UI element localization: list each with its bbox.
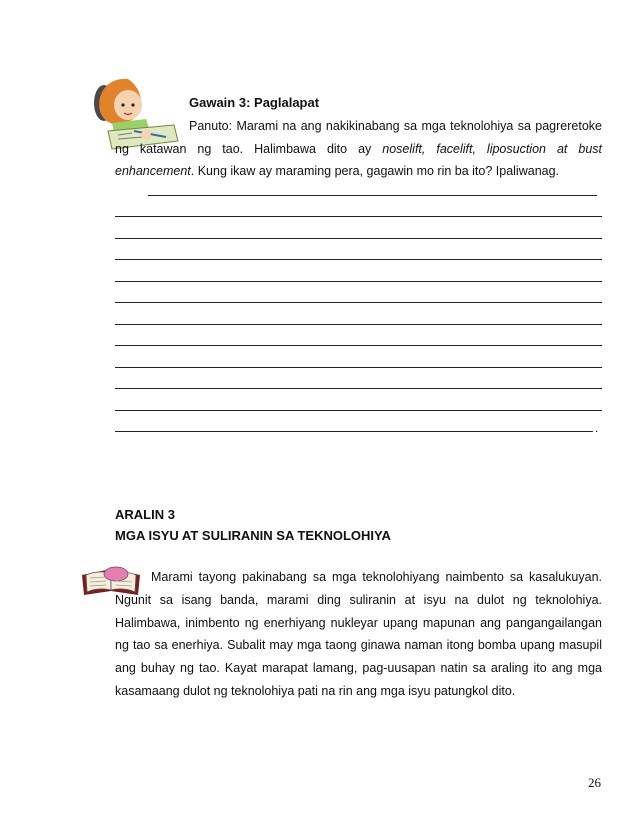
answer-line[interactable] [115,216,602,217]
lesson-introduction [115,566,602,703]
answer-line[interactable] [115,345,602,346]
instruction-question: . Kung ikaw ay maraming pera, gagawin mo rin ba ito? Ipaliwanag. [190,164,560,178]
answer-line[interactable] [115,259,602,260]
page-number: 26 [588,775,601,790]
answer-line[interactable] [115,367,602,368]
answer-line[interactable] [115,302,602,303]
answer-line[interactable] [115,324,602,325]
instruction-text: Panuto: Marami na ang nakikinabang sa mga teknolohiya sa pagreretoke ng katawan ng tao. Halimbawa dito ay [115,119,602,156]
answer-line[interactable] [148,195,597,196]
activity-title: Gawain 3: Paglalapat [189,95,320,110]
activity-instruction [115,115,602,183]
answer-line[interactable] [115,388,602,389]
lesson-body-text: Marami tayong pakinabang sa mga teknolohiyang naimbento sa kasalukuyan. Ngunit sa isang banda, marami ding suliranin at isyu na dulot ng teknolohiya. Halimbawa, inimbento ng enerhiyang nukleyar upang mapunan ang pangangailangan ng tao sa enerhiya. Subalit may mga taong ginawa naman itong bomba upang masupil ang buhay ng tao. Kayat marapat lamang, pag-uusapan natin sa araling ito ang mga kasamaang dulot ng teknolohiya pati na rin ang mga isyu patungkol dito. [115,570,602,698]
answer-line[interactable] [115,410,602,411]
answer-end-period: . [595,421,599,435]
answer-line[interactable] [115,238,602,239]
lesson-title: MGA ISYU AT SULIRANIN SA TEKNOLOHIYA [115,528,391,543]
instruction-examples: noselift, facelift, liposuction at bust enhancement [115,141,603,178]
lesson-label: ARALIN 3 [115,507,175,522]
answer-line[interactable] [115,281,602,282]
answer-line[interactable] [115,431,593,432]
